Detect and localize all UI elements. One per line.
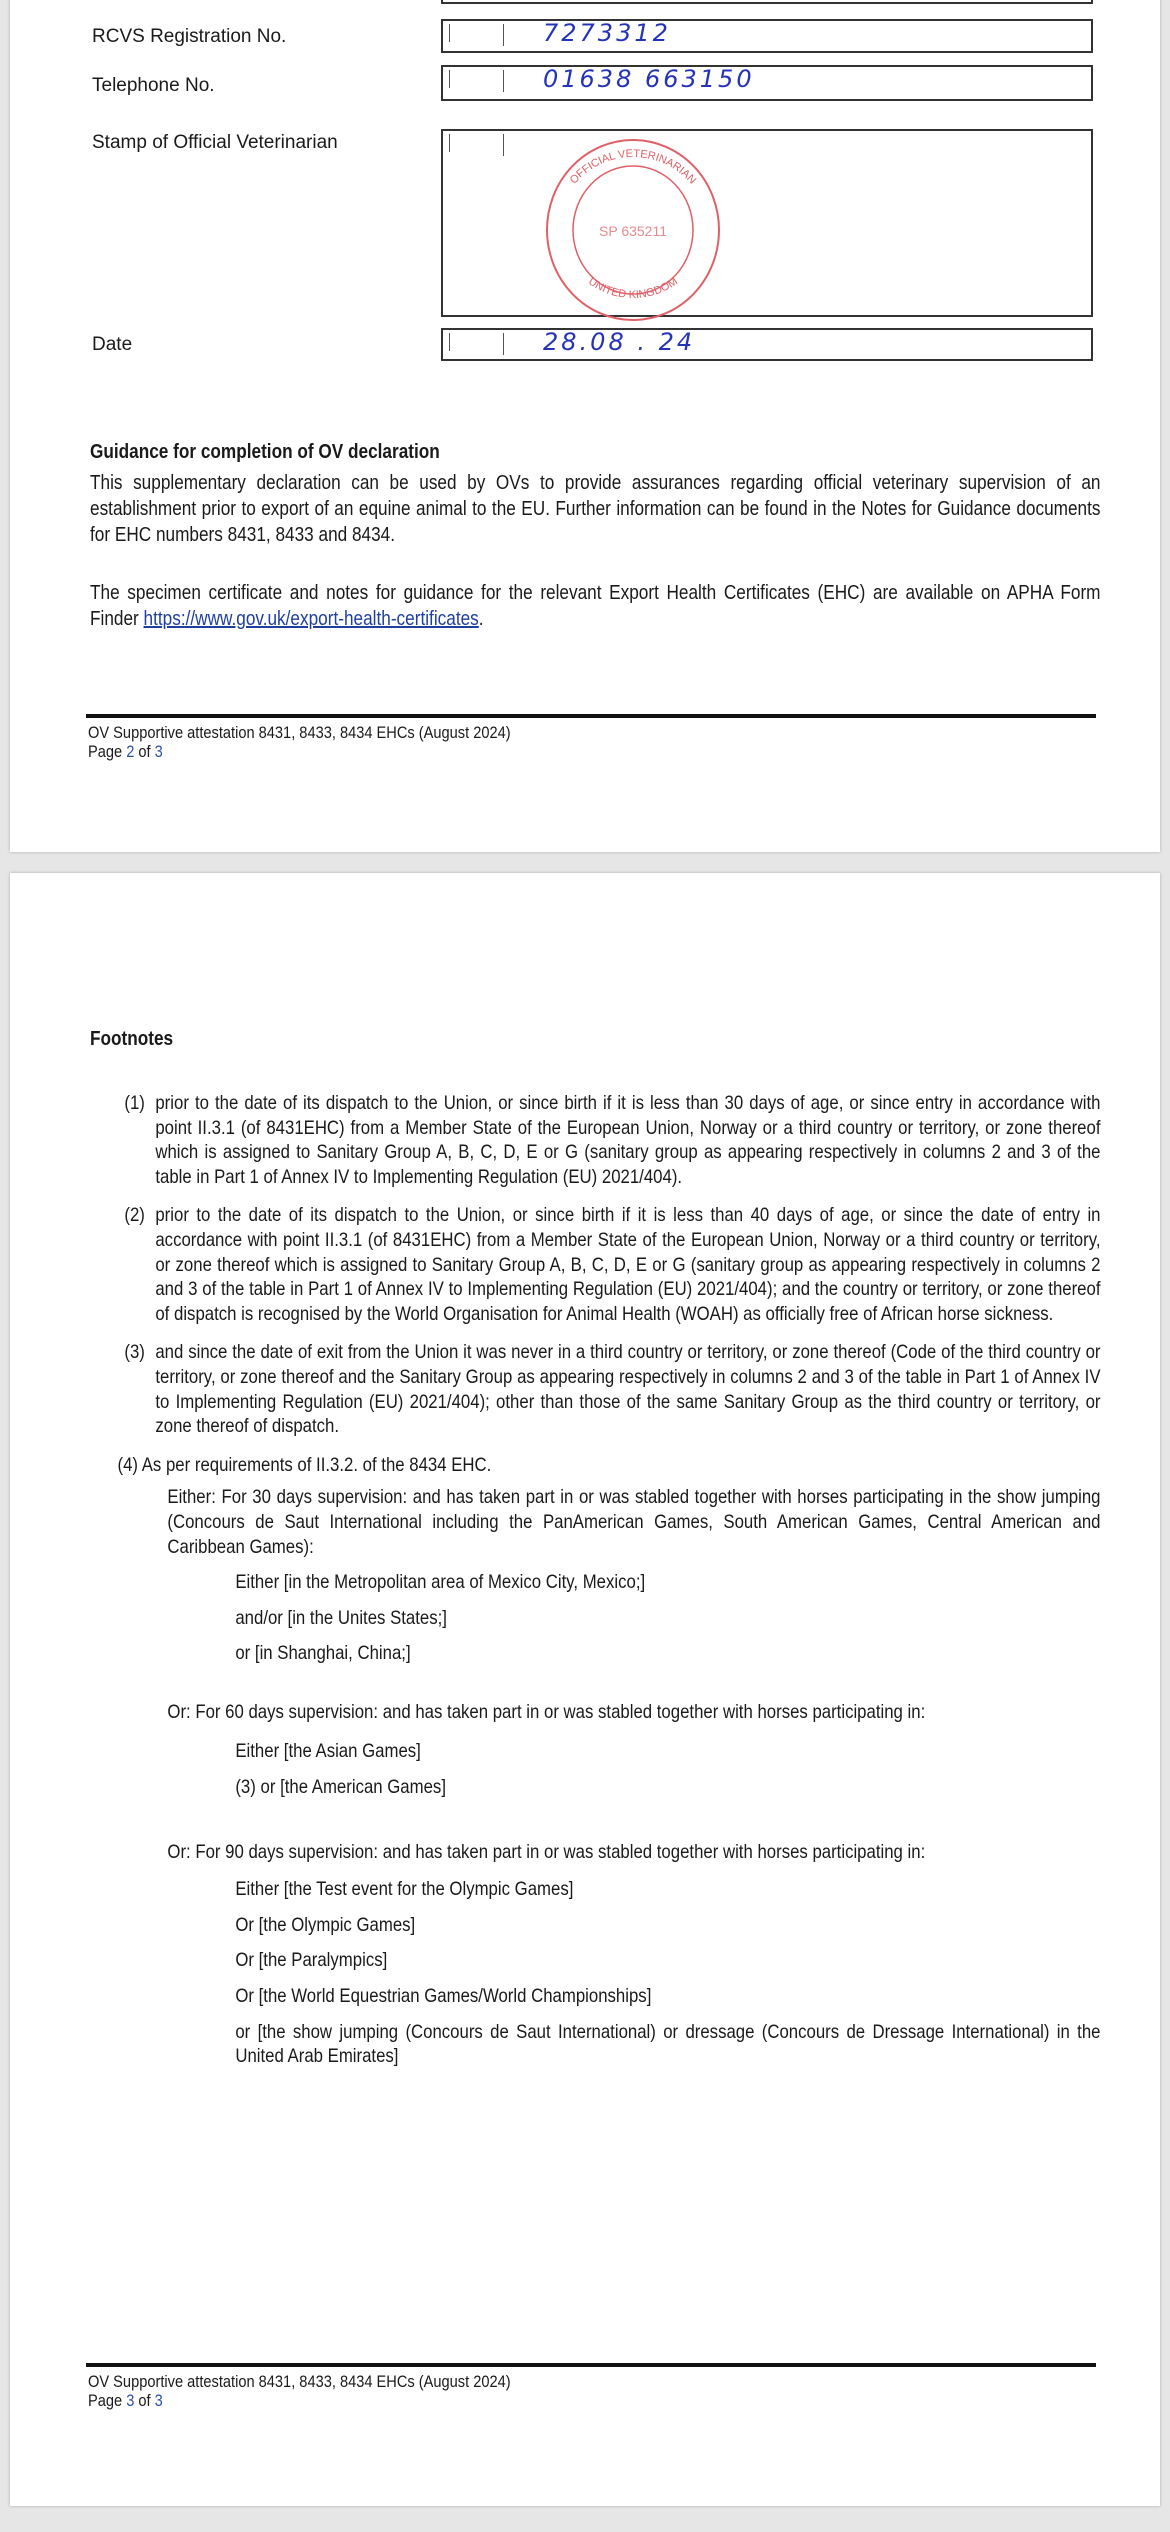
guidance-paragraph-1: This supplementary declaration can be used by OVs to provide assurances regarding official veterinary supervision of an establishment prior to export of an equine animal to the EU. Further information can be found in the Notes for Guidance documents for EHC numbers 8431, 8433 and 8434. bbox=[90, 472, 1101, 546]
option-60-item: (3) or [the American Games] bbox=[235, 1776, 446, 1799]
stamp-top-text: OFFICIAL VETERINARIAN bbox=[567, 147, 699, 187]
option-90-item: Or [the Olympic Games] bbox=[235, 1913, 416, 1936]
option-90-item: Or [the World Equestrian Games/World Championships] bbox=[235, 1985, 652, 2008]
guidance-heading: Guidance for completion of OV declaration bbox=[90, 441, 440, 463]
footnote-1: (1) prior to the date of its dispatch to the Union, or since birth if it is less than 30 days of age, or since entry in accordance with point II.3.1 (of 8431EHC) from a Member State of the European Union, Norway or a third country or territory, or zone thereof which is assigned to Sanitary Group A, B, C, D, E or G (sanitary group as appearing respectively in columns 2 and 3 of the table in Part 1 of Annex IV to Implementing Regulation (EU) 2021/404). bbox=[124, 1092, 1101, 1188]
footnote-2: (2) prior to the date of its dispatch to the Union, or since birth if it is less than 40 days of age, or since the date of entry in accordance with point II.3.1 (of 8431EHC) from a Member State of the European Union, Norway or a third country or territory, or zone thereof which is assigned to Sanitary Group A, B, C, D, E or G (sanitary group as appearing respectively in columns 2 and 3 of the table in Part 1 of Annex IV to Implementing Regulation (EU) 2021/404); and the country or territory, or zone thereof of dispatch is recognised by the World Organisation for Animal Health (WOAH) as officially free of African horse sickness. bbox=[124, 1204, 1101, 1325]
guidance-section bbox=[90, 441, 1101, 632]
footnotes-section bbox=[90, 1028, 1101, 2069]
option-30-item: or [in Shanghai, China;] bbox=[235, 1642, 411, 1665]
rcvs-label: RCVS Registration No. bbox=[92, 26, 287, 47]
document-page-2 bbox=[10, 0, 1160, 852]
date-value: 28.08 . 24 bbox=[543, 328, 696, 356]
stamp-bottom-text: UNITED KINGDOM bbox=[586, 275, 680, 302]
previous-field-box bbox=[441, 0, 1093, 4]
rcvs-value: 7273312 bbox=[543, 19, 671, 47]
telephone-value: 01638 663150 bbox=[543, 65, 755, 93]
page-number: Page 3 of 3 bbox=[88, 2391, 163, 2410]
footer-divider bbox=[86, 714, 1096, 718]
option-90-item: Either [the Test event for the Olympic Games] bbox=[235, 1878, 574, 1901]
guidance-paragraph-2: The specimen certificate and notes for guidance for the relevant Export Health Certificates (EHC) are available on APHA Form Finder https://www.gov.uk/export-health-certificates. bbox=[90, 582, 1101, 630]
footnote-4-heading: (4) As per requirements of II.3.2. of the 8434 EHC. bbox=[117, 1453, 492, 1476]
option-30-item: Either [in the Metropolitan area of Mexico City, Mexico;] bbox=[235, 1571, 646, 1594]
footer-divider bbox=[86, 2363, 1096, 2367]
stamp-center-text: SP 635211 bbox=[599, 223, 667, 239]
telephone-field[interactable] bbox=[441, 65, 1093, 101]
date-field[interactable] bbox=[441, 328, 1093, 361]
footer-title: OV Supportive attestation 8431, 8433, 8434 EHCs (August 2024) bbox=[88, 2372, 511, 2391]
telephone-label: Telephone No. bbox=[92, 75, 215, 96]
footnotes-heading: Footnotes bbox=[90, 1028, 174, 1050]
official-veterinarian-stamp bbox=[543, 133, 723, 323]
option-60-days: Or: For 60 days supervision: and has taken part in or was stabled together with horses participating in: bbox=[167, 1700, 926, 1723]
option-90-item: Or [the Paralympics] bbox=[235, 1949, 388, 1972]
footer-title: OV Supportive attestation 8431, 8433, 8434 EHCs (August 2024) bbox=[88, 723, 511, 742]
option-30-item: and/or [in the Unites States;] bbox=[235, 1606, 447, 1629]
option-30-days: Either: For 30 days supervision: and has taken part in or was stabled together with horses participating in the show jumping (Concours de Saut International including the PanAmerican Games, South American Games, Central American and Caribbean Games): bbox=[167, 1486, 1101, 1558]
footnote-3: (3) and since the date of exit from the Union it was never in a third country or territory, or zone thereof (Code of the third country or territory, or zone thereof and the Sanitary Group as appearing respectively in columns 2 and 3 of the table in Part 1 of Annex IV to Implementing Regulation (EU) 2021/404); other than those of the same Sanitary Group as the third country or territory, or zone thereof of dispatch. bbox=[124, 1341, 1101, 1438]
svg-text:UNITED KINGDOM bbox=[586, 275, 680, 301]
option-60-item: Either [the Asian Games] bbox=[235, 1740, 421, 1763]
date-label: Date bbox=[92, 334, 133, 355]
page-number: Page 2 of 3 bbox=[88, 742, 163, 761]
stamp-field[interactable] bbox=[441, 129, 1093, 317]
rcvs-field[interactable] bbox=[441, 19, 1093, 53]
option-90-days: Or: For 90 days supervision: and has taken part in or was stabled together with horses participating in: bbox=[167, 1840, 926, 1863]
document-page-3 bbox=[10, 873, 1160, 2506]
stamp-label: Stamp of Official Veterinarian bbox=[92, 132, 338, 153]
option-90-item: or [the show jumping (Concours de Saut International) or dressage (Concours de Dressage International) in the United Arab Emirates] bbox=[235, 2020, 1101, 2068]
export-health-certificates-link[interactable]: https://www.gov.uk/export-health-certificates bbox=[143, 608, 479, 630]
